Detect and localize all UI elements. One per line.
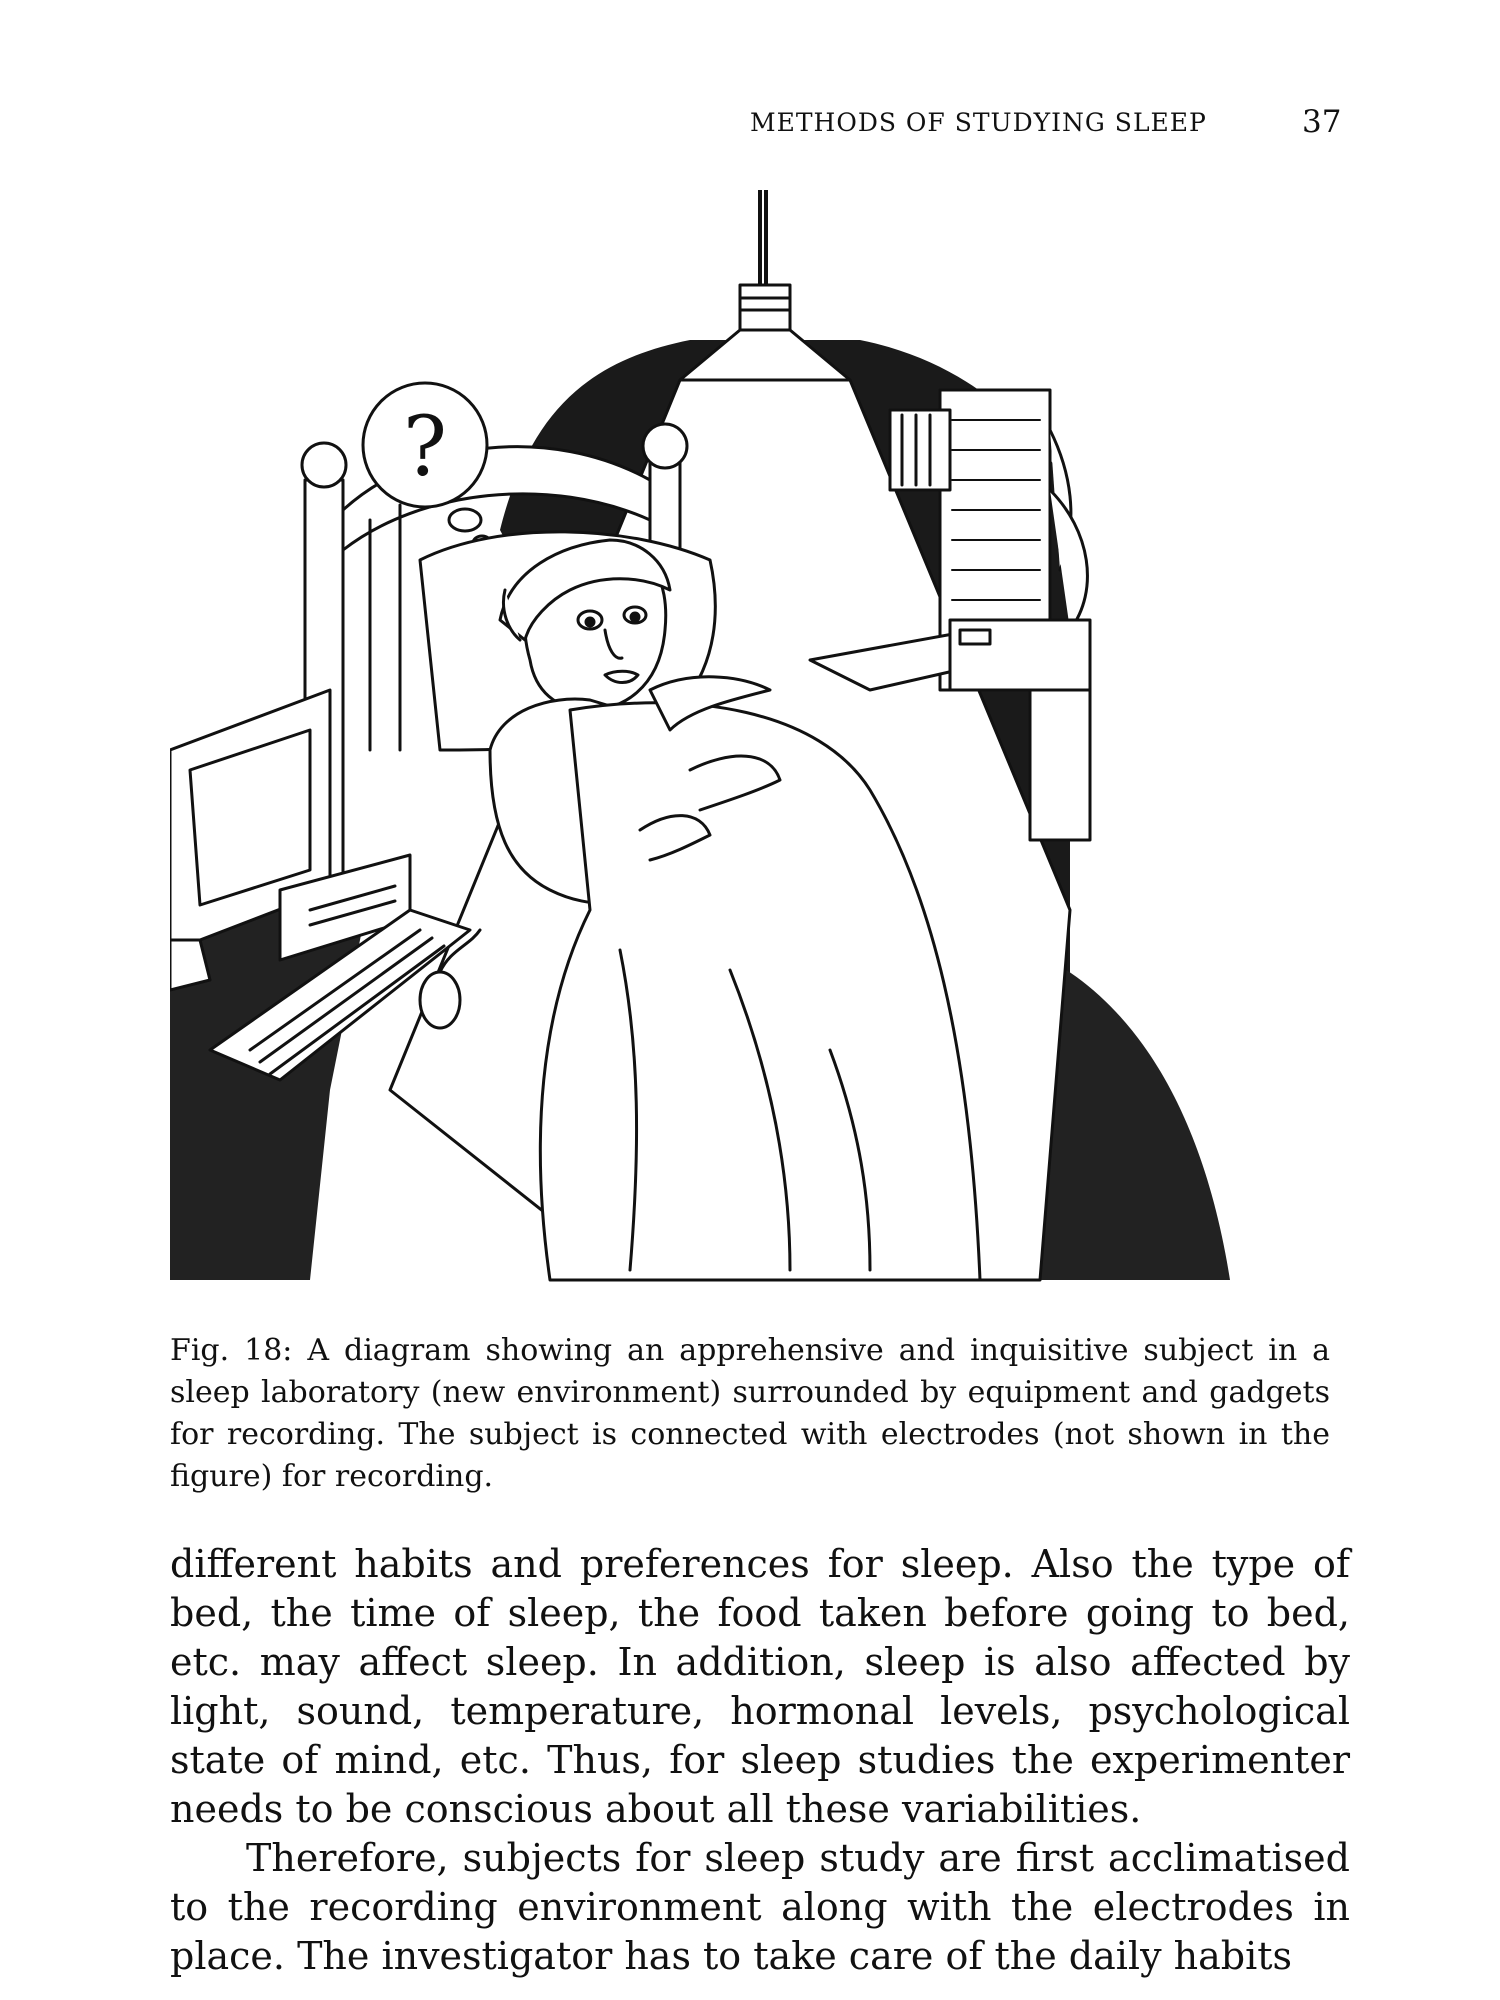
running-head-title: METHODS OF STUDYING SLEEP [750, 108, 1207, 137]
paragraph: Therefore, subjects for sleep study are first acclimatised to the recording environment along with the electrodes in place. The investigator has to take care of the daily habits [170, 1836, 1350, 1978]
sleep-lab-illustration [170, 190, 1330, 1290]
question-mark: ? [403, 400, 447, 495]
page-number: 37 [1302, 104, 1342, 140]
figure-caption: Fig. 18: A diagram showing an apprehensive and inquisitive subject in a sleep laboratory (new environment) surrounded by equipment and gadgets for recording. The subject is connected with electrodes (not shown in the figure) for recording. [170, 1333, 1330, 1494]
ceiling-lamp [680, 190, 850, 403]
paragraph: different habits and preferences for sleep. Also the type of bed, the time of sleep, the food taken before going to bed, etc. may affect sleep. In addition, sleep is also affected by light, sound, temperature, hormonal levels, psychological state of mind, etc. Thus, for sleep studies the experimenter needs to be conscious about all these variabilities. [170, 1542, 1350, 1831]
thought-bubble [363, 383, 497, 564]
body-text [170, 1540, 1350, 1981]
